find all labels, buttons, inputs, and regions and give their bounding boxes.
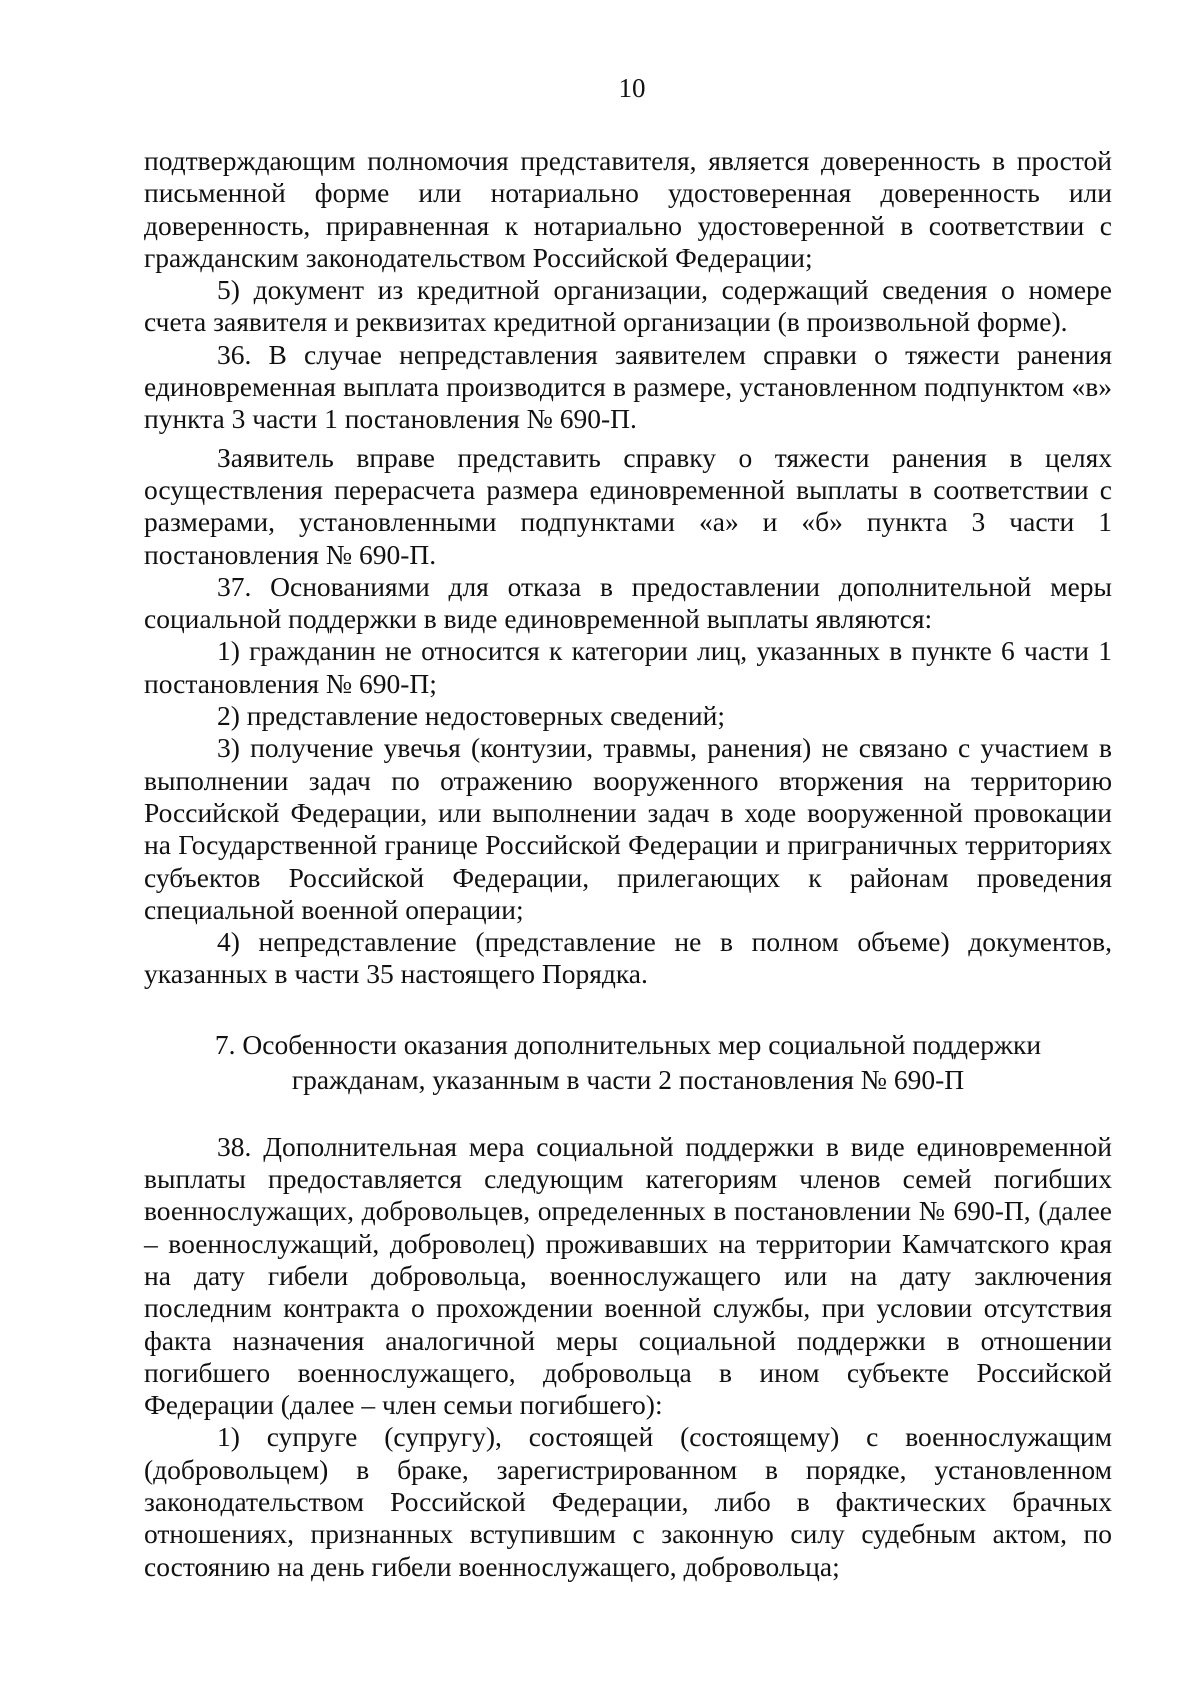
paragraph-37: 37. Основаниями для отказа в предоставлении дополнительной меры социальной поддержки в виде единовременной выплаты являются: (144, 570, 1112, 635)
paragraph-37-item-1: 1) гражданин не относится к категории лиц, указанных в пункте 6 части 1 постановления № 690-П; (144, 635, 1112, 699)
section-heading-7 (144, 1027, 1112, 1097)
paragraph-continuation: подтверждающим полномочия представителя, является доверенность в простой письменной форме или нотариально удостоверенная доверенность или доверенность, приравненная к нотариально удостоверенной в соответствии с гражданским законодательством Российской Федерации; (144, 145, 1112, 273)
page-number: 10 (618, 73, 646, 103)
paragraph-applicant-right: Заявитель вправе представить справку о тяжести ранения в целях осуществления перерасчета размера единовременной выплаты в соответствии с размерами, установленными подпунктами «а» и «б» пункта 3 части 1 постановления № 690-П. (144, 441, 1112, 570)
paragraph-37-item-3: 3) получение увечья (контузии, травмы, ранения) не связано с участием в выполнении задач по отражению вооруженного вторжения на территорию Российской Федерации, или выполнении задач в ходе вооруженной провокации на Государственной границе Российской Федерации и приграничных территориях субъектов Российской Федерации, прилегающих к районам проведения специальной военной операции; (144, 732, 1112, 925)
paragraph-38-item-1: 1) супруге (супругу), состоящей (состоящему) с военнослужащим (добровольцем) в браке, зарегистрированном в порядке, установленном законодательством Российской Федерации, либо в фактических брачных отношениях, признанных вступившим с законную силу судебным актом, по состоянию на день гибели военнослужащего, добровольца; (144, 1421, 1112, 1582)
section-heading-line-2: гражданам, указанным в части 2 постановления № 690-П (291, 1063, 965, 1095)
document-body (144, 145, 1112, 1583)
paragraph-item-5-bank-document: 5) документ из кредитной организации, содержащий сведения о номере счета заявителя и реквизитах кредитной организации (в произвольной форме). (144, 274, 1112, 338)
paragraph-37-item-2: 2) представление недостоверных сведений; (217, 700, 725, 732)
paragraph-37-item-4: 4) непредставление (представление не в полном объеме) документов, указанных в части 35 настоящего Порядка. (144, 926, 1112, 990)
paragraph-36: 36. В случае непредставления заявителем справки о тяжести ранения единовременная выплата производится в размере, установленном подпунктом «в» пункта 3 части 1 постановления № 690-П. (144, 338, 1112, 435)
section-heading-line-1: 7. Особенности оказания дополнительных мер социальной поддержки (214, 1028, 1042, 1060)
paragraph-38: 38. Дополнительная мера социальной поддержки в виде единовременной выплаты предоставляется следующим категориям членов семей погибших военнослужащих, добровольцев, определенных в постановлении № 690-П, (далее – военнослужащий, доброволец) проживавших на территории Камчатского края на дату гибели добровольца, военнослужащего или на дату заключения последним контракта о прохождении военной службы, при условии отсутствия факта назначения аналогичной меры социальной поддержки в отношении погибшего военнослужащего, добровольца в ином субъекте Российской Федерации (далее – член семьи погибшего): (144, 1130, 1112, 1421)
